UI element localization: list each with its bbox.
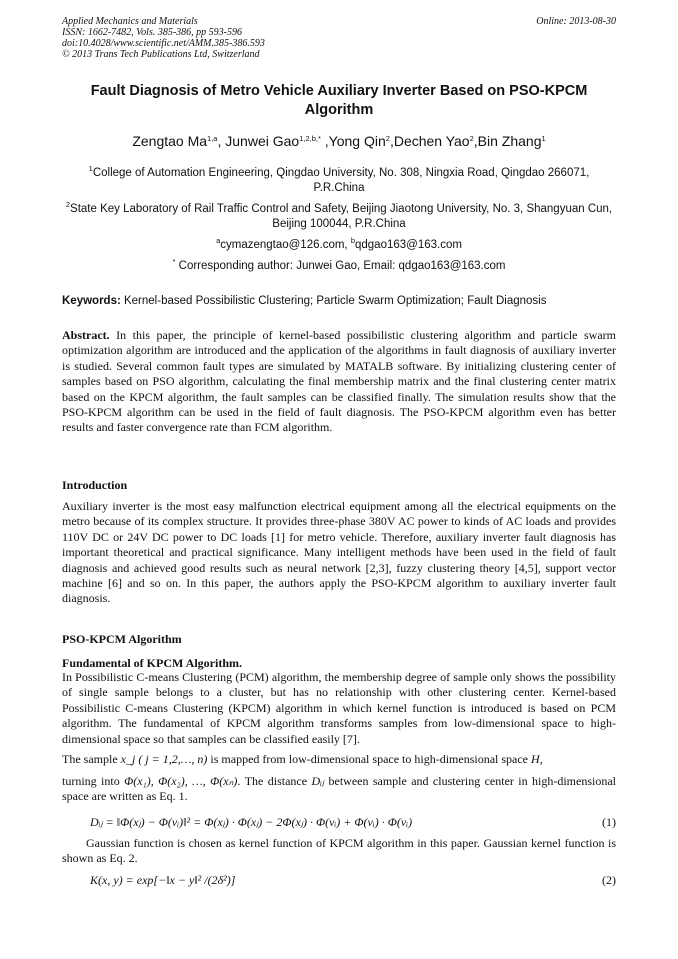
subsection-heading: Fundamental of KPCM Algorithm. bbox=[62, 656, 242, 670]
intro-text: Auxiliary inverter is the most easy malfunction electrical equipment among all the electrical equipments on the metro because of its complex structure. It provides three-phase 380V AC power to kinds of AC loads and provides 110V DC or 24V DC power to DC loads [1] for metro vehicle. Therefore, auxiliary inverter fault diagnosis has important theoretical and practical significance. Many intelligent methods have been used in the field of fault diagnosis and achieved good results such as neural network [2,3], fuzzy clustering theory [4,5], support vector machine [6] and so on. In this paper, the authors apply the PSO-KPCM algorithm to auxiliary inverter fault diagnosis. bbox=[62, 499, 616, 606]
equation-1-number: (1) bbox=[602, 815, 616, 829]
author-list bbox=[62, 133, 616, 149]
email-mark: a bbox=[216, 236, 221, 245]
journal-header bbox=[62, 16, 616, 60]
abstract-text: In this paper, the principle of kernel-based possibilistic clustering algorithm and particle swarm optimization algorithm are introduced and the application of the algorithms in fault diagnosis of auxiliary inverter is studied. Several common fault types are simulated by MATALB software. By initializing clustering center of samples based on PSO algorithm, calculating the final membership matrix and the final clustering center matrix based on the KPCM algorithm, the fault samples can be classified finally. The simulation results show that the PSO-KPCM algorithm can be used in the field of fault diagnosis. The PSO-KPCM algorithm even has better results and faster convergence rate than FCM algorithm. bbox=[62, 328, 616, 435]
author-affiliation-mark: 1,a bbox=[207, 134, 218, 143]
author-separator: , bbox=[389, 133, 394, 149]
math-space-h: H bbox=[531, 752, 540, 766]
issn-line: ISSN: 1662-7482, Vols. 385-386, pp 593-596 bbox=[62, 27, 242, 38]
author-separator: , bbox=[217, 133, 226, 149]
author-affiliation-mark: 2 bbox=[385, 134, 390, 143]
paper-title: Fault Diagnosis of Metro Vehicle Auxiliary Inverter Based on PSO-KPCM Algorithm bbox=[90, 83, 588, 118]
text-run: is mapped from low-dimensional space to high-dimensional space bbox=[207, 752, 532, 766]
corresponding-mark: * bbox=[172, 257, 176, 266]
journal-name: Applied Mechanics and Materials bbox=[62, 16, 198, 27]
author-emails bbox=[62, 238, 616, 253]
text-run: between sample and clustering center in high-dimensional space are written as Eq. 1. bbox=[62, 774, 616, 804]
doi-line: doi:10.4028/www.scientific.net/AMM.385-386.593 bbox=[62, 38, 265, 49]
intro-heading: Introduction bbox=[62, 478, 128, 492]
author-affiliation-mark: 2 bbox=[469, 134, 474, 143]
email-link[interactable]: qdgao163@163.com bbox=[354, 239, 462, 251]
affiliation-1 bbox=[62, 166, 616, 196]
kpcm-paragraph: In Possibilistic C-means Clustering (PCM) algorithm, the membership degree of sample only shows the possibility of single sample belongs to a cluster, but has no relationship with other clustering center. Kernel-based Possibilistic C-means Clustering (KPCM) algorithm in which kernel function is introduced is based on PCM algorithm. The fundamental of KPCM algorithm transforms samples from low-dimensional space to high-dimensional space so that samples can be classified easily [7]. bbox=[62, 670, 616, 746]
affiliation-mark: 2 bbox=[65, 200, 71, 209]
online-date: Online: 2013-08-30 bbox=[536, 16, 616, 27]
text-run: . The distance bbox=[237, 774, 312, 788]
corresponding-author bbox=[62, 259, 616, 274]
keywords-text: Kernel-based Possibilistic Clustering; Particle Swarm Optimization; Fault Diagnosis bbox=[120, 295, 547, 307]
abstract bbox=[62, 328, 616, 436]
text-run: The sample bbox=[62, 752, 121, 766]
affiliation-2 bbox=[62, 202, 616, 232]
author-separator: , bbox=[473, 133, 478, 149]
author-name: Junwei Gao bbox=[225, 133, 300, 149]
abstract-label: Abstract. bbox=[62, 328, 110, 342]
keywords bbox=[62, 295, 616, 307]
email-mark: b bbox=[350, 236, 355, 245]
equation-2-number: (2) bbox=[602, 873, 616, 887]
math-mapped-samples: Φ(x₁), Φ(x₂), …, Φ(xₙ) bbox=[124, 774, 238, 788]
keywords-label: Keywords: bbox=[62, 295, 121, 307]
copyright-line: © 2013 Trans Tech Publications Ltd, Switzerland bbox=[62, 49, 260, 60]
author-affiliation-mark: 1 bbox=[541, 134, 546, 143]
math-sample: x_j ( j = 1,2,…, n) bbox=[120, 752, 208, 766]
affiliation-text: College of Automation Engineering, Qingdao University, No. 308, Ningxia Road, Qingdao 266071, P.R.China bbox=[92, 167, 590, 194]
author-name: Zengtao Ma bbox=[132, 133, 208, 149]
author-name: Yong Qin bbox=[328, 133, 386, 149]
email-link[interactable]: cymazengtao@126.com, bbox=[220, 239, 351, 251]
affiliation-text: State Key Laboratory of Rail Traffic Control and Safety, Beijing Jiaotong University, No. 3, Shangyuan Cun, Beijing 100044, P.R.China bbox=[70, 203, 613, 230]
distance-paragraph bbox=[62, 774, 616, 805]
equation-2-expression: K(x, y) = exp[−‖x − y‖² /(2δ²)] bbox=[90, 873, 236, 887]
sample-mapping-line bbox=[62, 752, 616, 767]
text-run: , bbox=[539, 752, 543, 766]
author-name: Dechen Yao bbox=[393, 133, 470, 149]
math-dij: Dᵢⱼ bbox=[311, 774, 325, 788]
corresponding-text: Corresponding author: Junwei Gao, Email: qdgao163@163.com bbox=[175, 260, 506, 272]
section-heading: PSO-KPCM Algorithm bbox=[62, 632, 182, 646]
author-affiliation-mark: 1,2,b,* bbox=[299, 134, 321, 143]
author-name: Bin Zhang bbox=[477, 133, 542, 149]
affiliation-mark: 1 bbox=[88, 164, 93, 173]
author-separator: , bbox=[320, 133, 329, 149]
gaussian-paragraph: Gaussian function is chosen as kernel function of KPCM algorithm in this paper. Gaussian kernel function is shown as Eq. 2. bbox=[62, 836, 616, 866]
text-run: turning into bbox=[62, 774, 125, 788]
equation-1-expression: Dᵢⱼ = ‖Φ(xⱼ) − Φ(vᵢ)‖² = Φ(xⱼ) · Φ(xⱼ) − 2Φ(xⱼ) · Φ(vᵢ) + Φ(vᵢ) · Φ(vᵢ) bbox=[90, 815, 413, 829]
